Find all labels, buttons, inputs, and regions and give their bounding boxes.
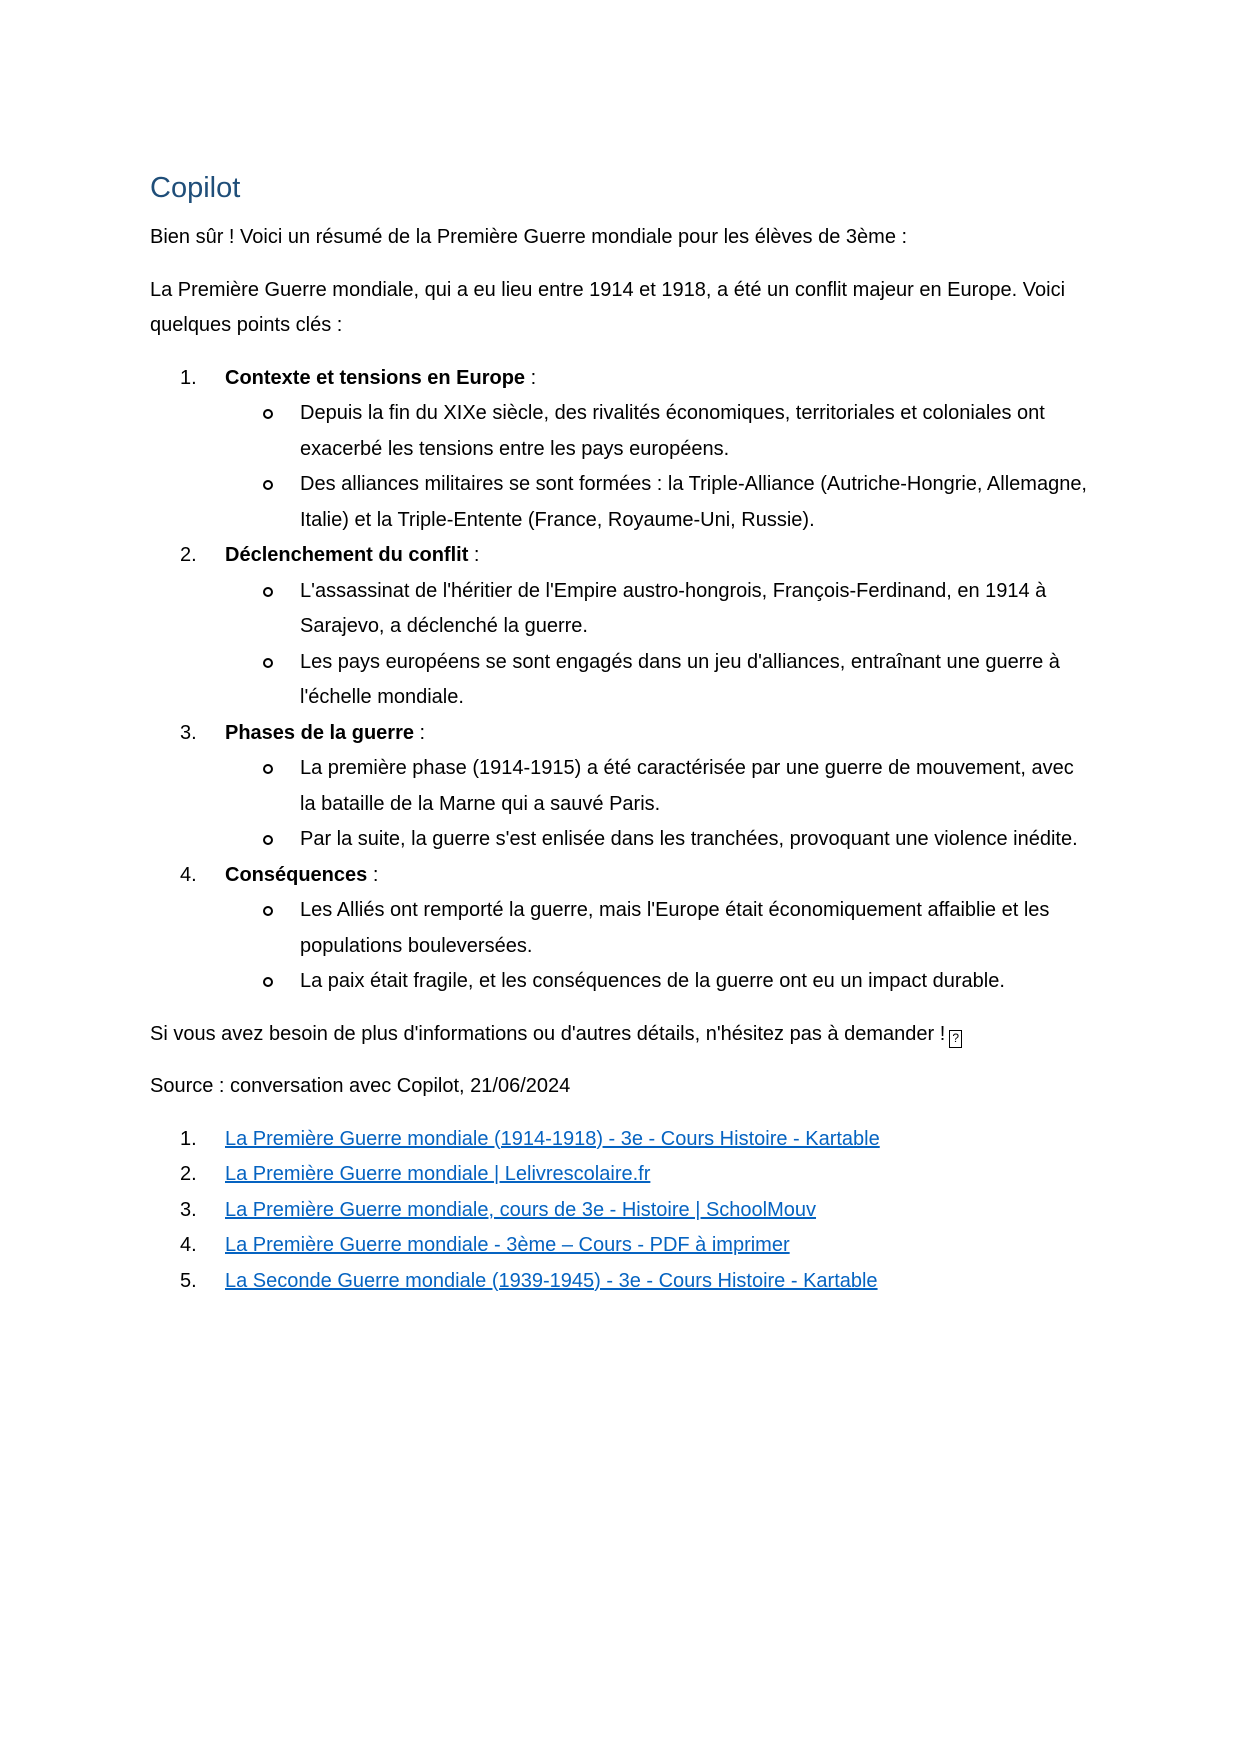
- missing-emoji-glyph-icon: ?: [949, 1030, 962, 1048]
- key-point-item: [150, 361, 1090, 539]
- heading-suffix: :: [367, 863, 379, 886]
- list-number: 3.: [180, 1198, 197, 1221]
- heading-suffix: :: [468, 544, 480, 566]
- heading-suffix: :: [525, 366, 537, 389]
- reference-item: [150, 1122, 1090, 1158]
- reference-link[interactable]: La Première Guerre mondiale (1914-1918) - 3e - Cours Histoire - Kartable: [225, 1127, 880, 1150]
- hollow-circle-bullet-icon: [263, 835, 273, 845]
- reference-link[interactable]: La Première Guerre mondiale | Lelivrescolaire.fr: [225, 1163, 651, 1185]
- sub-bullet-item: [225, 893, 1090, 964]
- key-point-item: [150, 538, 1090, 716]
- sub-bullet-list: [225, 396, 1090, 538]
- section-heading: Déclenchement du conflit: [225, 544, 469, 566]
- hollow-circle-bullet-icon: [263, 977, 273, 987]
- summary-paragraph: La Première Guerre mondiale, qui a eu lieu entre 1914 et 1918, a été un conflit majeur en Europe. Voici quelques points clés :: [150, 278, 1066, 336]
- section-heading: Phases de la guerre: [225, 721, 414, 744]
- sub-bullet-item: [225, 574, 1090, 645]
- key-point-item: [150, 716, 1090, 858]
- closing-text: Si vous avez besoin de plus d'informations ou d'autres détails, n'hésitez pas à demander !: [150, 1022, 946, 1045]
- document-page: [150, 170, 1090, 1299]
- closing-paragraph: [150, 1017, 1090, 1053]
- bullet-text: Des alliances militaires se sont formées : la Triple-Alliance (Autriche-Hongrie, Allemagne, Italie) et la Triple-Entente (France, Royaume-Uni, Russie).: [300, 473, 1087, 531]
- sub-bullet-item: [225, 751, 1090, 822]
- references-list: [150, 1122, 1090, 1300]
- heading-suffix: :: [413, 721, 426, 744]
- intro-paragraph: Bien sûr ! Voici un résumé de la Première Guerre mondiale pour les élèves de 3ème :: [150, 226, 908, 248]
- section-heading: Contexte et tensions en Europe: [225, 366, 526, 389]
- reference-item: [150, 1228, 1090, 1264]
- list-number: 3.: [180, 721, 197, 744]
- source-line: Source : conversation avec Copilot, 21/06/2024: [150, 1075, 571, 1097]
- hollow-circle-bullet-icon: [263, 480, 273, 490]
- sub-bullet-list: [225, 574, 1090, 716]
- bullet-text: Depuis la fin du XIXe siècle, des rivalités économiques, territoriales et coloniales ont exacerbé les tensions entre les pays européens.: [300, 402, 1045, 460]
- list-number: 1.: [180, 1127, 197, 1150]
- sub-bullet-item: [225, 396, 1090, 467]
- hollow-circle-bullet-icon: [263, 409, 273, 419]
- document-title: Copilot: [150, 172, 241, 204]
- list-number: 4.: [180, 1234, 197, 1256]
- reference-link[interactable]: La Première Guerre mondiale, cours de 3e - Histoire | SchoolMouv: [225, 1198, 817, 1221]
- list-number: 5.: [180, 1269, 197, 1292]
- hollow-circle-bullet-icon: [263, 906, 273, 916]
- hollow-circle-bullet-icon: [263, 587, 273, 597]
- list-number: 4.: [180, 863, 197, 886]
- sub-bullet-item: [225, 822, 1090, 858]
- sub-bullet-item: [225, 467, 1090, 538]
- bullet-text: Par la suite, la guerre s'est enlisée dans les tranchées, provoquant une violence inédite.: [300, 828, 1078, 850]
- hollow-circle-bullet-icon: [263, 658, 273, 668]
- sub-bullet-item: [225, 964, 1090, 1000]
- bullet-text: La paix était fragile, et les conséquences de la guerre ont eu un impact durable.: [300, 970, 1005, 992]
- key-points-list: [150, 361, 1090, 1000]
- reference-link[interactable]: La Première Guerre mondiale - 3ème – Cours - PDF à imprimer: [225, 1234, 790, 1256]
- bullet-text: Les pays européens se sont engagés dans un jeu d'alliances, entraînant une guerre à l'échelle mondiale.: [300, 650, 1060, 708]
- bullet-text: L'assassinat de l'héritier de l'Empire austro-hongrois, François-Ferdinand, en 1914 à Sarajevo, a déclenché la guerre.: [300, 579, 1047, 637]
- reference-item: [150, 1193, 1090, 1229]
- hollow-circle-bullet-icon: [263, 764, 273, 774]
- sub-bullet-item: [225, 645, 1090, 716]
- reference-item: [150, 1157, 1090, 1193]
- bullet-text: Les Alliés ont remporté la guerre, mais l'Europe était économiquement affaiblie et les populations bouleversées.: [300, 899, 1050, 957]
- reference-item: [150, 1264, 1090, 1300]
- list-number: 2.: [180, 1163, 197, 1185]
- list-number: 1.: [180, 366, 197, 389]
- list-number: 2.: [180, 544, 197, 566]
- bullet-text: La première phase (1914-1915) a été caractérisée par une guerre de mouvement, avec la bataille de la Marne qui a sauvé Paris.: [300, 757, 1074, 815]
- reference-link[interactable]: La Seconde Guerre mondiale (1939-1945) - 3e - Cours Histoire - Kartable: [225, 1269, 878, 1292]
- key-point-item: [150, 858, 1090, 1000]
- section-heading: Conséquences: [225, 863, 368, 886]
- sub-bullet-list: [225, 751, 1090, 858]
- sub-bullet-list: [225, 893, 1090, 1000]
